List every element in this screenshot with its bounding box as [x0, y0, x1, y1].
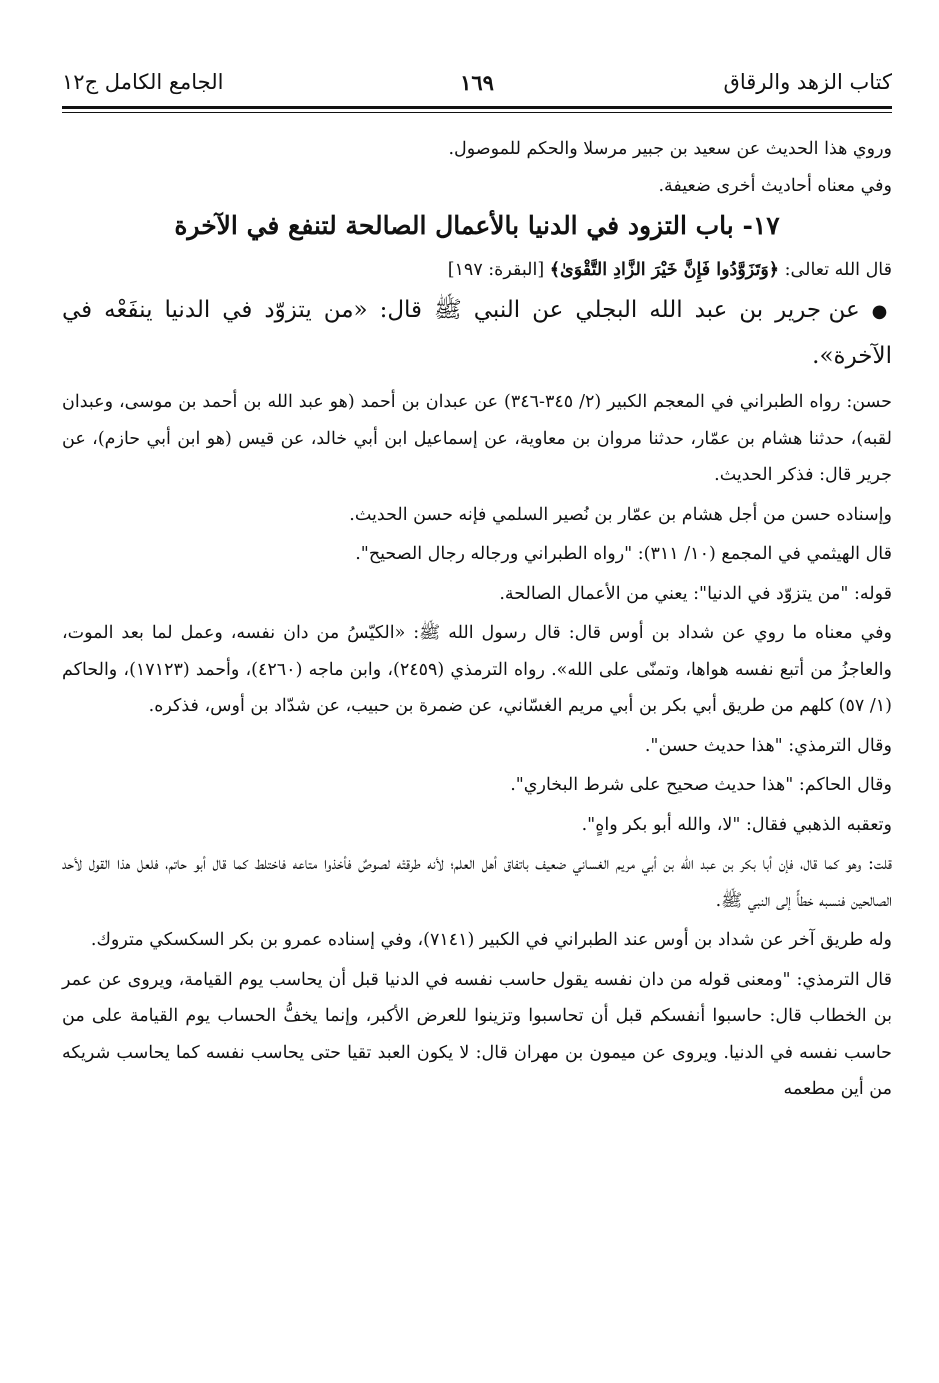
paragraph-mursal-note: وروي هذا الحديث عن سعيد بن جبير مرسلا والحكم للموصول. [448, 139, 892, 159]
quran-verse-line [62, 252, 892, 288]
paragraph-explanation: قوله: "من يتزوّد في الدنيا": يعني من الأعمال الصالحة. [499, 583, 892, 604]
paragraph-takhrij: حسن: رواه الطبراني في المعجم الكبير (٢/ ٣٤٥-٣٤٦) عن عبدان بن أحمد (هو عبد الله بن أحمد بن موسى، وعبدان لقبه)، حدثنا هشام بن عمّار، حدثنا مروان بن معاوية، عن إسماعيل ابن أبي خالد، عن قيس (هو ابن أبي حازم)، عن جرير قال: فذكر الحديث. [62, 392, 892, 485]
header-volume-title: الجامع الكامل ج١٢ [62, 70, 224, 94]
header-page-number: ١٦٩ [460, 70, 494, 95]
main-hadith-text: عن جرير بن عبد الله البجلي عن النبي ﷺ قال: «من يتزوّد في الدنيا ينفَعْه في الآخرة». [62, 297, 892, 369]
quran-verse: ﴿وَتَزَوَّدُوا فَإِنَّ خَيْرَ الزَّادِ التَّقْوَىٰ﴾ [549, 260, 780, 280]
paragraph-dhahabi: وتعقبه الذهبي فقال: "لا، والله أبو بكر واهٍ". [581, 814, 892, 835]
page-header [62, 58, 892, 104]
header-book-title: كتاب الزهد والرقاق [723, 70, 892, 94]
paragraph-hakim-grade: وقال الحاكم: "هذا حديث صحيح على شرط البخاري". [510, 775, 892, 795]
main-hadith [62, 288, 892, 378]
paragraph-tirmidhi-grade: وقال الترمذي: "هذا حديث حسن". [644, 735, 892, 756]
paragraph-weak-hadiths: وفي معناه أحاديث أخرى ضعيفة. [658, 175, 892, 196]
paragraph-tabarani-route: وله طريق آخر عن شداد بن أوس عند الطبراني في الكبير (٧١٤١)، وفي إسناده عمرو بن بكر السكسكي متروك. [90, 930, 892, 950]
paragraph-shaddad-hadith: وفي معناه ما روي عن شداد بن أوس قال: قال رسول الله ﷺ: «الكيّسُ من دان نفسه، وعمل لما بعد الموت، والعاجزُ من أتبع نفسه هواها، وتمنّى على الله». رواه الترمذي (٢٤٥٩)، وابن ماجه (٤٢٦٠)، وأحمد (١٧١٢٣)، والحاكم (١/ ٥٧) كلهم من طريق أبي بكر بن أبي مريم الغسّاني، عن ضمرة بن حبيب، عن شدّاد بن أوس، فذكره. [62, 623, 892, 716]
header-rule-thin [62, 112, 892, 113]
chapter-title: ١٧- باب التزود في الدنيا بالأعمال الصالحة لتنفع في الآخرة [174, 211, 780, 240]
paragraph-author-comment: قلت: وهو كما قال، فإن أبا بكر بن عبد الله بن أبي مريم الغساني ضعيف باتفاق أهل العلم؛ لأنه طرقتْه لصوصٌ فأخذوا متاعه فاختلط كما قال أبو حاتم، فلعل هذا القول لأحد الصالحين فنسبه خطأً إلى النبي ﷺ. [62, 854, 892, 911]
verse-reference: [البقرة: ١٩٧] [447, 260, 545, 280]
header-rule-thick [62, 106, 892, 109]
paragraph-isnad-grade: وإسناده حسن من أجل هشام بن عمّار بن نُصير السلمي فإنه حسن الحديث. [349, 504, 892, 525]
paragraph-tirmidhi-meaning: قال الترمذي: "ومعنى قوله من دان نفسه يقول حاسب نفسه في الدنيا قبل أن يحاسب يوم القيامة، ويروى عن عمر بن الخطاب قال: حاسبوا أنفسكم قبل أن تحاسبوا وتزينوا للعرض الأكبر، وإنما يخفُّ الحساب يوم القيامة على من حاسب نفسه في الدنيا. ويروى عن ميمون بن مهران قال: لا يكون العبد تقيا حتى يحاسب نفسه كما يحاسب شريكه من أين مطعمه [62, 969, 892, 1099]
book-page [62, 58, 892, 1108]
paragraph-haythami: قال الهيثمي في المجمع (١٠/ ٣١١): "رواه الطبراني ورجاله رجال الصحيح". [355, 544, 892, 564]
bullet-icon: ● [871, 301, 892, 322]
verse-intro: قال الله تعالى: [784, 260, 892, 280]
